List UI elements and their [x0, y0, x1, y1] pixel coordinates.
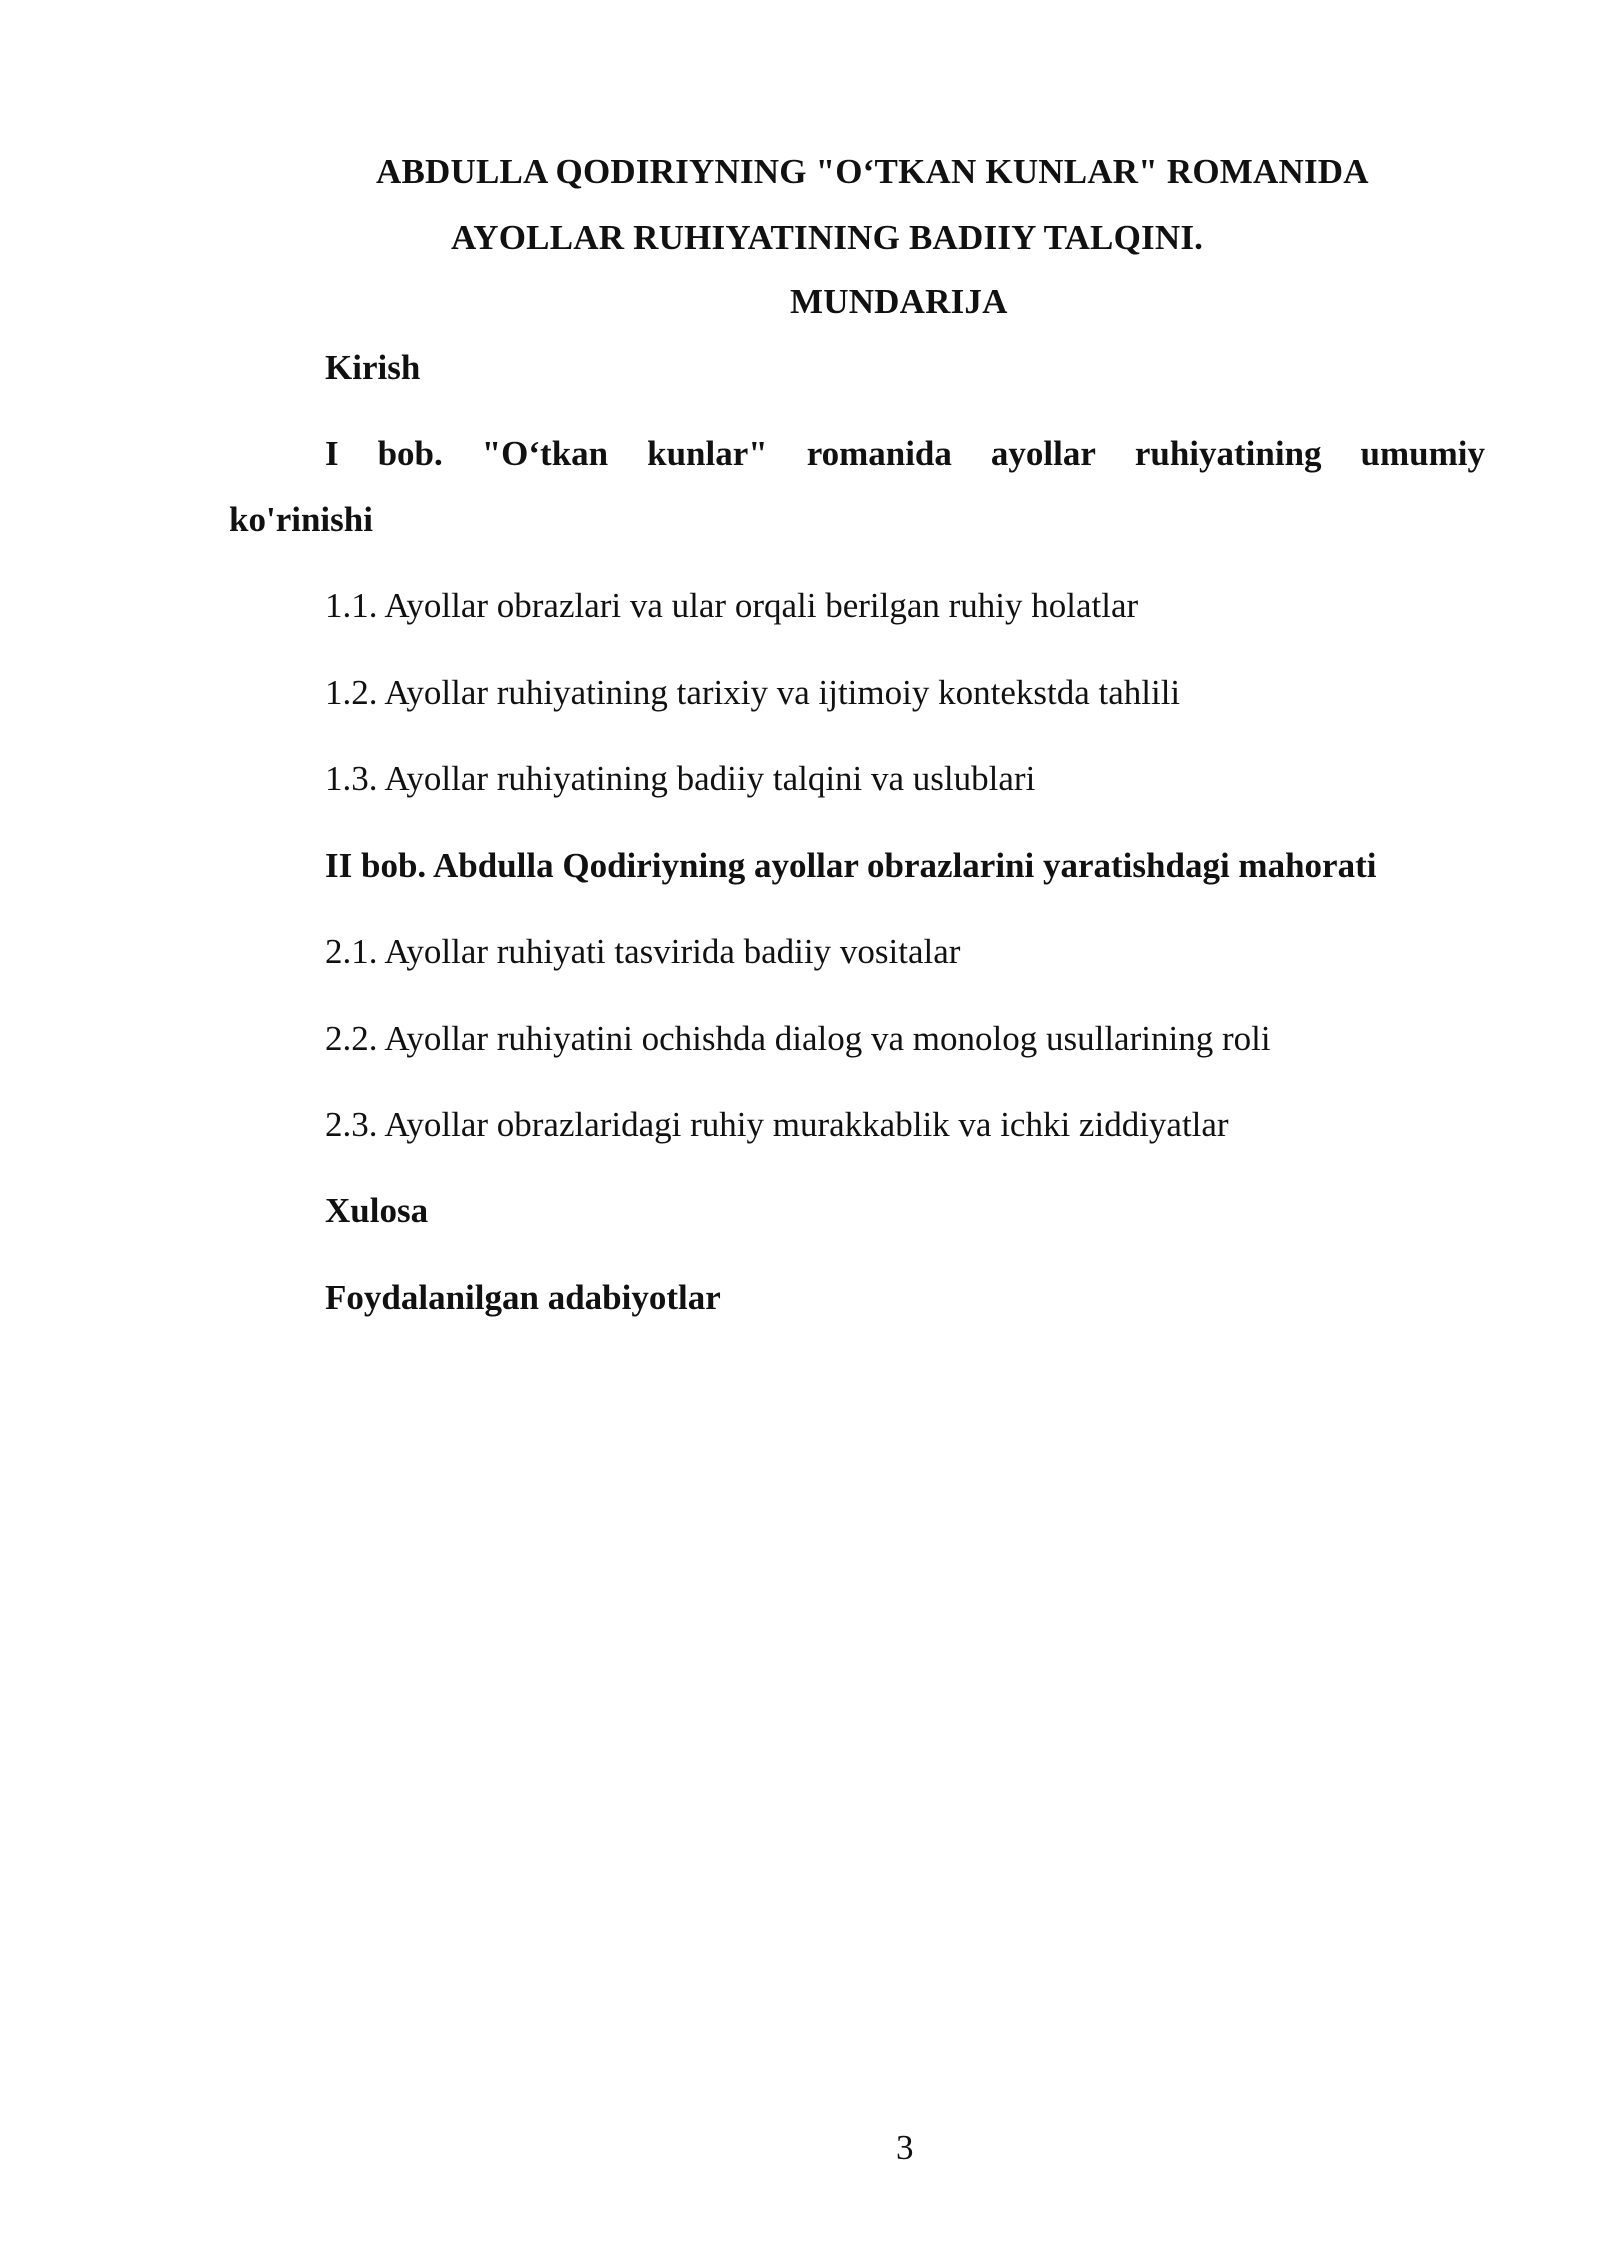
chapter-1-word: I: [325, 434, 339, 473]
toc-entry-conclusion: Xulosa: [325, 1191, 429, 1230]
toc-entry-chapter-1-continuation: ko'rinishi: [229, 500, 373, 539]
toc-entry-section-2-1: 2.1. Ayollar ruhiyati tasvirida badiiy vositalar: [325, 932, 961, 971]
document-title-line-1: ABDULLA QODIRIYNING "O‘TKAN KUNLAR" ROMANIDA: [376, 152, 1369, 191]
chapter-1-word: umumiy: [1360, 434, 1485, 473]
chapter-1-word: kunlar": [647, 434, 768, 473]
toc-entry-section-2-2: 2.2. Ayollar ruhiyatini ochishda dialog va monolog usullarining roli: [325, 1019, 1271, 1058]
toc-heading: MUNDARIJA: [790, 282, 1008, 321]
chapter-1-word: romanida: [806, 434, 952, 473]
chapter-1-word: "O‘tkan: [481, 434, 609, 473]
chapter-1-word: bob.: [377, 434, 443, 473]
toc-entry-chapter-2: II bob. Abdulla Qodiriyning ayollar obrazlarini yaratishdagi mahorati: [325, 846, 1377, 885]
toc-entry-section-2-3: 2.3. Ayollar obrazlaridagi ruhiy murakkablik va ichki ziddiyatlar: [325, 1105, 1229, 1144]
toc-entry-section-1-3: 1.3. Ayollar ruhiyatining badiiy talqini va uslublari: [325, 759, 1036, 798]
chapter-1-word: ruhiyatining: [1134, 434, 1322, 473]
chapter-1-word: ayollar: [990, 434, 1096, 473]
document-title-line-2: AYOLLAR RUHIYATINING BADIIY TALQINI.: [451, 218, 1204, 257]
toc-entry-introduction: Kirish: [325, 348, 421, 387]
toc-entry-section-1-2: 1.2. Ayollar ruhiyatining tarixiy va ijtimoiy kontekstda tahlili: [325, 673, 1181, 712]
toc-entry-section-1-1: 1.1. Ayollar obrazlari va ular orqali berilgan ruhiy holatlar: [325, 586, 1139, 625]
page-number: 3: [896, 2128, 914, 2167]
toc-entry-references: Foydalanilgan adabiyotlar: [325, 1278, 721, 1317]
toc-entry-chapter-1: [325, 434, 1485, 474]
